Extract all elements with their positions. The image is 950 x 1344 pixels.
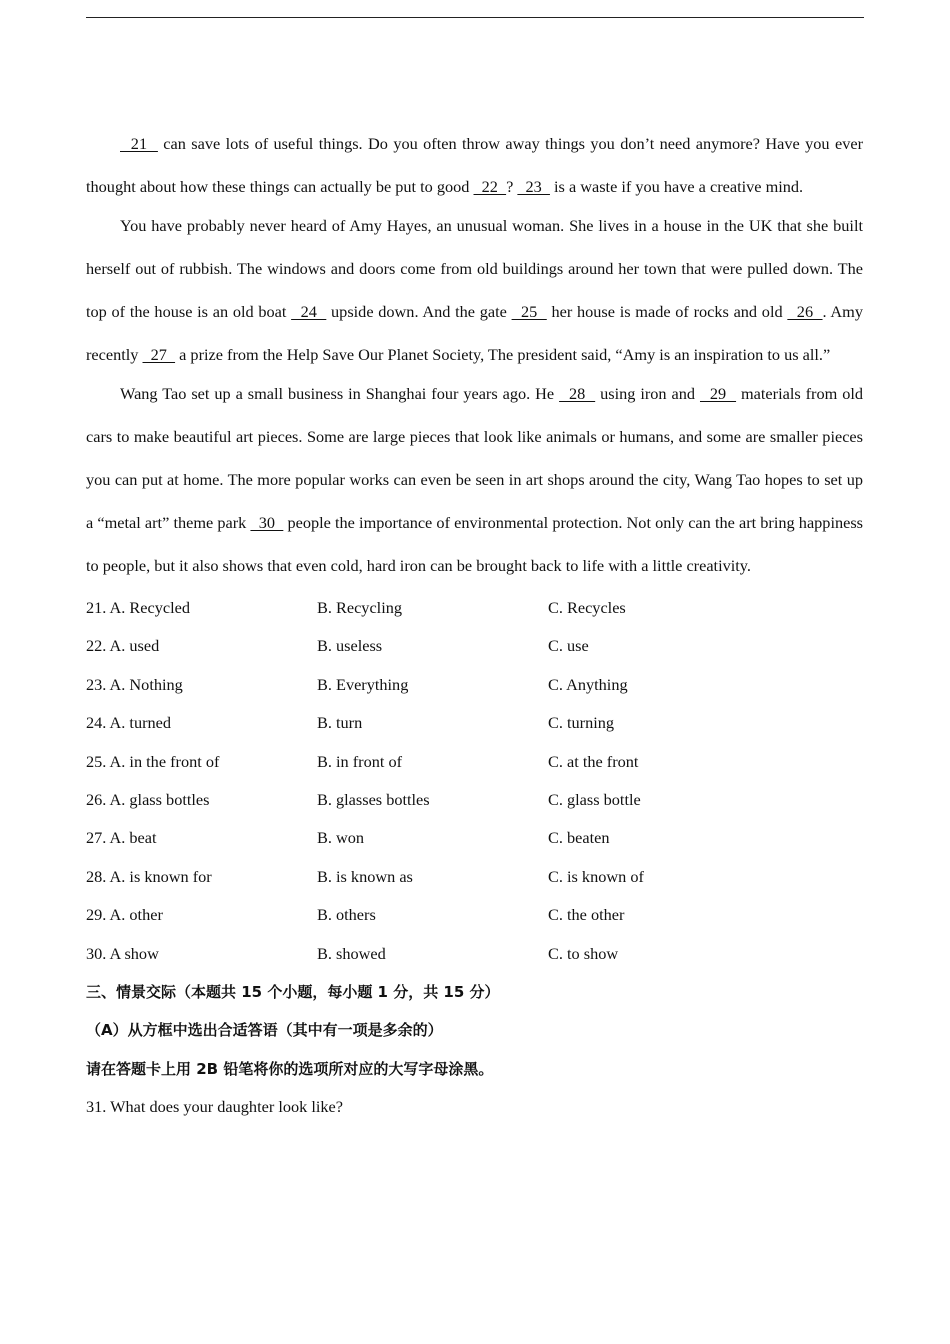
options-list — [86, 589, 863, 973]
option-a: 27. A. beat — [86, 828, 157, 848]
passage-text: a prize from the Help Save Our Planet Society, The president said, “Amy is an inspiration to us all.” — [175, 345, 831, 364]
blank-30: 30 — [250, 513, 284, 532]
header-rule — [86, 17, 864, 18]
option-b: B. useless — [317, 636, 383, 656]
option-row-25 — [86, 743, 863, 781]
blank-24: 24 — [291, 302, 327, 321]
blank-22: 22 — [473, 177, 507, 196]
option-c: C. to show — [548, 943, 619, 963]
option-a: 25. A. in the front of — [86, 751, 220, 771]
page-content — [86, 122, 863, 1127]
option-a: 24. A. turned — [86, 713, 172, 733]
section-subheading: （A）从方框中选出合适答语（其中有一项是多余的） — [86, 1021, 443, 1040]
option-c: C. Anything — [548, 674, 628, 694]
passage-paragraph-1 — [86, 122, 863, 208]
blank-28: 28 — [559, 384, 596, 403]
blank-23: 23 — [517, 177, 550, 196]
option-row-29 — [86, 896, 863, 934]
passage-text: upside down. And the gate — [326, 302, 512, 321]
option-row-21 — [86, 589, 863, 627]
option-c: C. Recycles — [548, 598, 626, 617]
option-c: C. use — [548, 636, 589, 656]
blank-27: 27 — [142, 345, 176, 364]
option-a: 29. A. other — [86, 905, 163, 925]
passage-text: people the importance of environmental protection. Not only can the art bring happiness to people, but it also shows that even cold, hard iron can be brought back to life with a little creativity. — [86, 513, 864, 575]
question-31: 31. What does your daughter look like? — [86, 1097, 343, 1117]
blank-29: 29 — [699, 384, 737, 403]
option-c: C. beaten — [548, 828, 610, 848]
option-c: C. is known of — [548, 866, 644, 886]
passage-text: You have probably never heard of Amy Hayes, an unusual woman. She lives in a house in the UK that she built herself out of rubbish. The windows and doors come from old buildings around her town that were pulled down. The top of the house is an old boat — [86, 216, 863, 321]
section-instruction: 请在答题卡上用 2B 铅笔将你的选项所对应的大写字母涂黑。 — [86, 1059, 494, 1078]
passage-text: using iron and — [595, 384, 700, 403]
option-b: B. Everything — [317, 674, 409, 694]
option-a: 22. A. used — [86, 636, 160, 656]
option-a: 26. A. glass bottles — [86, 789, 210, 809]
option-c: C. the other — [548, 905, 625, 925]
passage-text: her house is made of rocks and old — [546, 302, 788, 321]
passage-text: Wang Tao set up a small business in Shanghai four years ago. He — [120, 384, 560, 403]
option-a: 28. A. is known for — [86, 866, 212, 886]
option-b: B. is known as — [317, 866, 413, 886]
option-a: 21. A. Recycled — [86, 598, 190, 617]
option-row-26 — [86, 781, 863, 819]
option-b: B. in front of — [317, 751, 403, 771]
passage-paragraph-3 — [86, 372, 863, 587]
option-row-22 — [86, 627, 863, 665]
option-c: C. turning — [548, 713, 615, 733]
option-b: B. glasses bottles — [317, 789, 430, 809]
blank-21: 21 — [120, 134, 158, 153]
option-b: B. won — [317, 828, 365, 848]
option-c: C. glass bottle — [548, 789, 641, 809]
passage-text: materials from old cars to make beautiful art pieces. Some are large pieces that look like animals or humans, and some are smaller pieces you can put at home. The more popular works can even be seen in art shops around the city, Wang Tao hopes to set up a “metal art” theme park — [86, 384, 864, 532]
passage-text: can save lots of useful things. Do you often throw away things you don’t need anymore? Have you ever thought about how these things can actually be put to good — [86, 134, 863, 196]
passage-paragraph-2 — [86, 204, 863, 376]
option-c: C. at the front — [548, 751, 639, 771]
section-heading: 三、情景交际（本题共 15 个小题，每小题 1 分，共 15 分） — [86, 982, 500, 1001]
passage-text: ? — [506, 177, 518, 196]
option-row-27 — [86, 819, 863, 857]
option-b: B. others — [317, 905, 376, 925]
blank-26: 26 — [787, 302, 823, 321]
option-b: B. Recycling — [317, 598, 403, 617]
option-row-24 — [86, 704, 863, 742]
passage-text: is a waste if you have a creative mind. — [549, 177, 804, 196]
option-row-30 — [86, 935, 863, 973]
option-a: 23. A. Nothing — [86, 674, 183, 694]
option-row-28 — [86, 858, 863, 896]
option-b: B. turn — [317, 713, 363, 733]
blank-25: 25 — [511, 302, 547, 321]
option-a: 30. A show — [86, 943, 159, 963]
passage-text: . Amy recently — [86, 302, 863, 364]
option-b: B. showed — [317, 943, 386, 963]
option-row-23 — [86, 666, 863, 704]
